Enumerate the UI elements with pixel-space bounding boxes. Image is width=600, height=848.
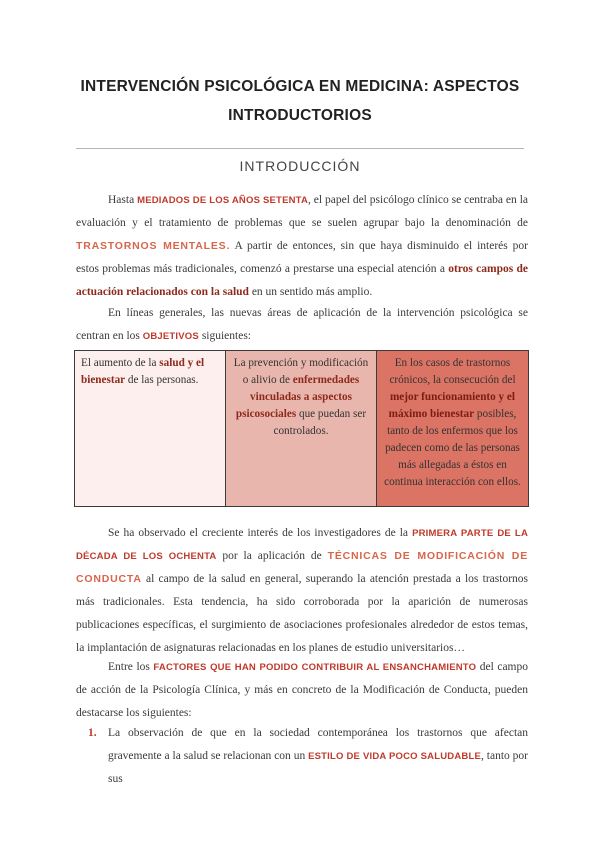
document-title bbox=[60, 72, 540, 130]
objective-box-3 bbox=[377, 351, 528, 506]
p2-highlight-1: OBJETIVOS bbox=[142, 331, 199, 342]
p1-text-4: en un sentido más amplio. bbox=[248, 286, 373, 298]
factors-list bbox=[88, 722, 528, 791]
p1-text-2: , el papel del psicólogo clínico se centraba en la evaluación y el tratamiento de problemas que se suelen agrupar bajo la denominación de bbox=[76, 194, 528, 229]
box3-text-2: posibles, tanto de los enfermos que los padecen como de las personas más allegadas a éstos en continua interacción con ellos. bbox=[384, 408, 521, 488]
p4-highlight-1: FACTORES QUE HAN PODIDO CONTRIBUIR AL ENSANCHAMIENTO bbox=[153, 662, 477, 673]
p1-highlight-2: TRASTORNOS MENTALES. bbox=[76, 240, 231, 252]
box3-text-1: En los casos de trastornos crónicos, la consecución del bbox=[389, 357, 516, 386]
list-item bbox=[88, 722, 528, 791]
title-line-1: INTERVENCIÓN PSICOLÓGICA EN MEDICINA: ASPECTOS bbox=[80, 78, 520, 95]
objectives-boxes bbox=[74, 350, 529, 507]
p3-highlight-1: PRIMERA PARTE DE LA DÉCADA DE LOS OCHENTA bbox=[76, 528, 529, 562]
p3-text-2: por la aplicación de bbox=[216, 550, 328, 562]
title-divider bbox=[76, 148, 524, 149]
p3-text-1: Se ha observado el creciente interés de los investigadores de la bbox=[108, 527, 413, 539]
paragraph-4 bbox=[76, 656, 528, 725]
p3-highlight-2: TÉCNICAS DE MODIFICACIÓN DE CONDUCTA bbox=[76, 550, 528, 585]
p4-text-1: Entre los bbox=[108, 661, 154, 673]
list-item-text bbox=[108, 722, 528, 791]
list-item-number: 1. bbox=[88, 727, 97, 739]
item1-highlight: ESTILO DE VIDA POCO SALUDABLE bbox=[308, 751, 481, 762]
p1-highlight-1: MEDIADOS DE LOS AÑOS SETENTA bbox=[137, 195, 309, 206]
paragraph-1 bbox=[76, 189, 528, 304]
box1-bold: salud y el bienestar bbox=[81, 357, 205, 386]
paragraph-3 bbox=[76, 522, 528, 660]
objective-box-2 bbox=[226, 351, 377, 506]
box2-text-1: La prevención y modificación o alivio de bbox=[233, 357, 369, 386]
item1-text-1: La observación de que en la sociedad contemporánea los trastornos que afectan gravemente a la salud se relacionan con un bbox=[108, 727, 528, 762]
p1-bold-1: otros campos de actuación relacionados con la salud bbox=[76, 263, 528, 298]
p2-text-2: siguientes: bbox=[198, 330, 252, 342]
box2-bold: enfermedades vinculadas a aspectos psicosociales bbox=[235, 374, 360, 420]
objective-box-1 bbox=[75, 351, 226, 506]
p1-text-1: Hasta bbox=[108, 194, 138, 206]
box1-text-1: El aumento de la bbox=[81, 357, 160, 369]
section-heading: INTRODUCCIÓN bbox=[239, 158, 361, 174]
item1-text-2: , tanto por sus bbox=[108, 750, 529, 785]
title-line-2: INTRODUCTORIOS bbox=[228, 107, 372, 124]
p1-text-3: A partir de entonces, sin que haya disminuido el interés por estos problemas más tradicionales, comenzó a prestarse una especial atención a bbox=[76, 240, 528, 275]
p3-text-3: al campo de la salud en general, superando la atención prestada a los trastornos más tradicionales. Esta tendencia, ha sido corroborada por la aparición de numerosas publicaciones específicas, el surgimiento de asociaciones profesionales alrededor de estos temas, la implantación de asignaturas relacionadas en los planes de estudio universitarios… bbox=[76, 573, 528, 654]
box1-text-2: de las personas. bbox=[125, 374, 199, 386]
box3-bold: mejor funcionamiento y el máximo bienestar bbox=[388, 391, 515, 420]
paragraph-2 bbox=[76, 302, 528, 348]
p4-text-2: del campo de acción de la Psicología Clínica, y más en concreto de la Modificación de Conducta, pueden destacarse los siguientes: bbox=[76, 661, 528, 719]
p2-text-1: En líneas generales, las nuevas áreas de aplicación de la intervención psicológica se centran en los bbox=[76, 307, 528, 342]
box2-text-2: que puedan ser controlados. bbox=[273, 408, 367, 437]
